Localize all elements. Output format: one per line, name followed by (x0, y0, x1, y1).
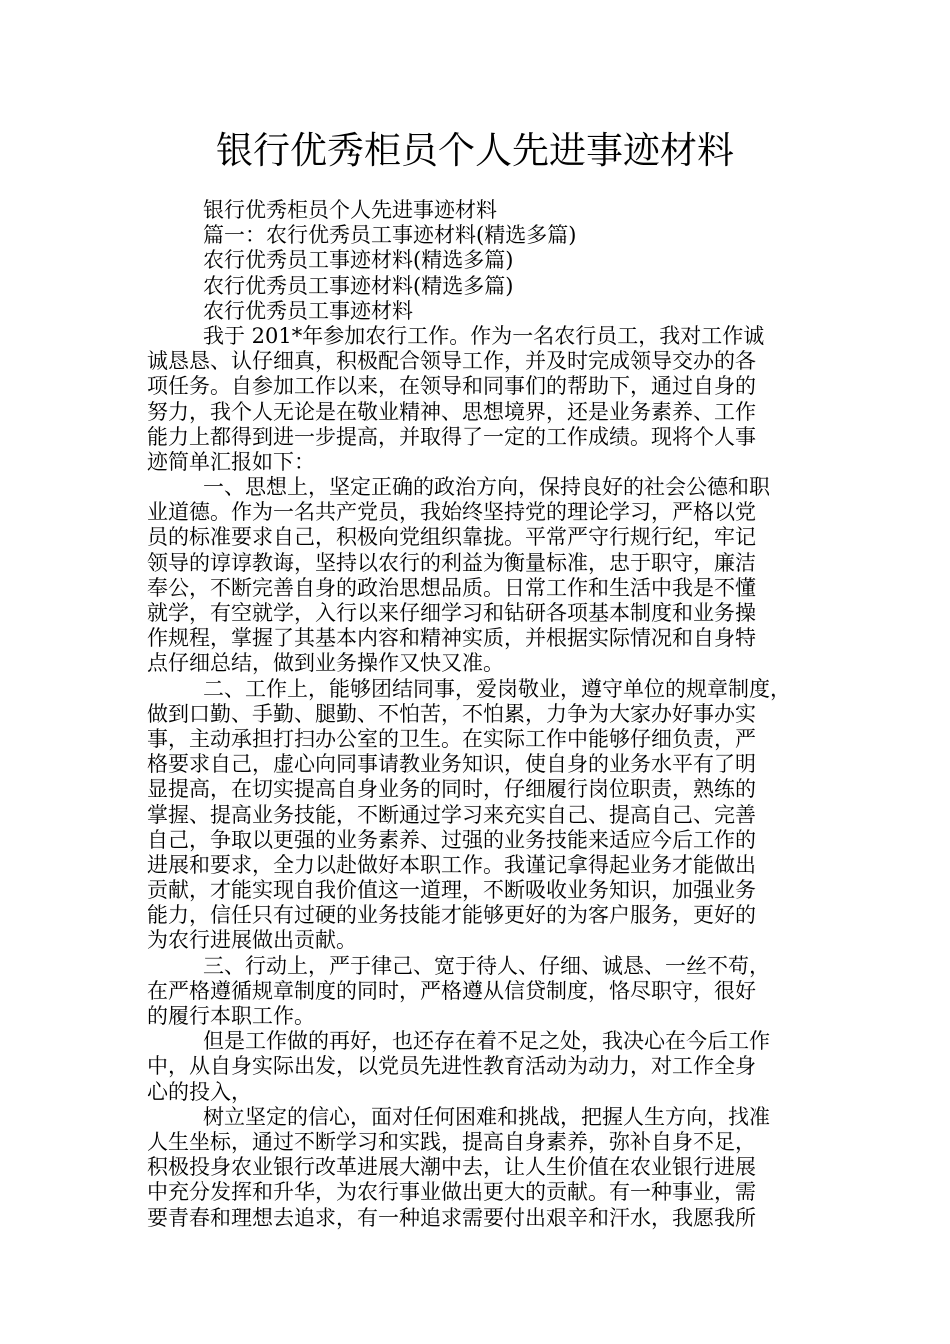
body-line: 努力，我个人无论是在敬业精神、思想境界，还是业务素养、工作 (147, 399, 756, 424)
document-body (147, 198, 807, 1231)
body-line: 贡献，才能实现自我价值这一道理，不断吸收业务知识，加强业务 (147, 878, 756, 903)
body-line: 在严格遵循规章制度的同时，严格遵从信贷制度，恪尽职守，很好 (147, 978, 756, 1003)
body-line: 农行优秀员工事迹材料 (203, 298, 413, 323)
body-line: 为农行进展做出贡献。 (147, 928, 357, 953)
body-line: 业道德。作为一名共产党员，我始终坚持党的理论学习，严格以党 (147, 500, 756, 525)
body-line: 篇一：农行优秀员工事迹材料(精选多篇) (203, 223, 577, 248)
body-line: 中，从自身实际出发，以党员先进性教育活动为动力，对工作全身 (147, 1054, 756, 1079)
body-line: 显提高，在切实提高自身业务的同时，仔细履行岗位职责，熟练的 (147, 777, 756, 802)
body-line: 做到口勤、手勤、腿勤、不怕苦，不怕累，力争为大家办好事办实 (147, 701, 756, 726)
body-line: 事，主动承担打扫办公室的卫生。在实际工作中能够仔细负责，严 (147, 726, 756, 751)
body-line: 掌握、提高业务技能，不断通过学习来充实自己、提高自己、完善 (147, 802, 756, 827)
body-line: 树立坚定的信心，面对任何困难和挑战，把握人生方向，找准 (203, 1104, 770, 1129)
body-line: 要青春和理想去追求，有一种追求需要付出艰辛和汗水，我愿我所 (147, 1205, 756, 1230)
body-line: 诚恳恳、认仔细真，积极配合领导工作，并及时完成领导交办的各 (147, 349, 756, 374)
body-line: 但是工作做的再好，也还存在着不足之处，我决心在今后工作 (203, 1029, 770, 1054)
body-line: 点仔细总结，做到业务操作又快又准。 (147, 651, 504, 676)
body-line: 三、行动上，严于律己、宽于待人、仔细、诚恳、一丝不苟， (203, 953, 770, 978)
body-line: 中充分发挥和升华，为农行事业做出更大的贡献。有一种事业，需 (147, 1180, 756, 1205)
body-line: 能力上都得到进一步提高，并取得了一定的工作成绩。现将个人事 (147, 424, 756, 449)
body-line: 作规程，掌握了其基本内容和精神实质，并根据实际情况和自身特 (147, 626, 756, 651)
body-line: 我于 201*年参加农行工作。作为一名农行员工，我对工作诚 (203, 323, 765, 348)
body-line: 一、思想上，坚定正确的政治方向，保持良好的社会公德和职 (203, 475, 770, 500)
body-line: 奉公，不断完善自身的政治思想品质。日常工作和生活中我是不懂 (147, 575, 756, 600)
body-line: 农行优秀员工事迹材料(精选多篇) (203, 273, 514, 298)
body-line: 进展和要求，全力以赴做好本职工作。我谨记拿得起业务才能做出 (147, 852, 756, 877)
document-title: 银行优秀柜员个人先进事迹材料 (216, 129, 734, 172)
body-line: 的履行本职工作。 (147, 1004, 315, 1028)
body-line: 员的标准要求自己，积极向党组织靠拢。平常严守行规行纪，牢记 (147, 525, 756, 550)
body-line: 就学，有空就学，入行以来仔细学习和钻研各项基本制度和业务操 (147, 601, 756, 625)
body-line: 能力，信任只有过硬的业务技能才能够更好的为客户服务，更好的 (147, 903, 756, 928)
body-line: 项任务。自参加工作以来，在领导和同事们的帮助下，通过自身的 (147, 374, 756, 399)
body-line: 农行优秀员工事迹材料(精选多篇) (203, 248, 514, 273)
body-line: 格要求自己，虚心向同事请教业务知识，使自身的业务水平有了明 (147, 752, 756, 777)
body-line: 迹简单汇报如下： (147, 449, 315, 474)
body-line: 人生坐标，通过不断学习和实践，提高自身素养，弥补自身不足， (147, 1129, 756, 1154)
body-line: 心的投入， (147, 1079, 252, 1104)
body-line: 积极投身农业银行改革进展大潮中去，让人生价值在农业银行进展 (147, 1155, 756, 1180)
body-line: 银行优秀柜员个人先进事迹材料 (203, 198, 497, 222)
body-line: 领导的谆谆教诲，坚持以农行的利益为衡量标准，忠于职守，廉洁 (147, 550, 756, 575)
body-line: 自己，争取以更强的业务素养、过强的业务技能来适应今后工作的 (147, 827, 756, 852)
body-line: 二、工作上，能够团结同事，爱岗敬业，遵守单位的规章制度， (203, 676, 791, 701)
